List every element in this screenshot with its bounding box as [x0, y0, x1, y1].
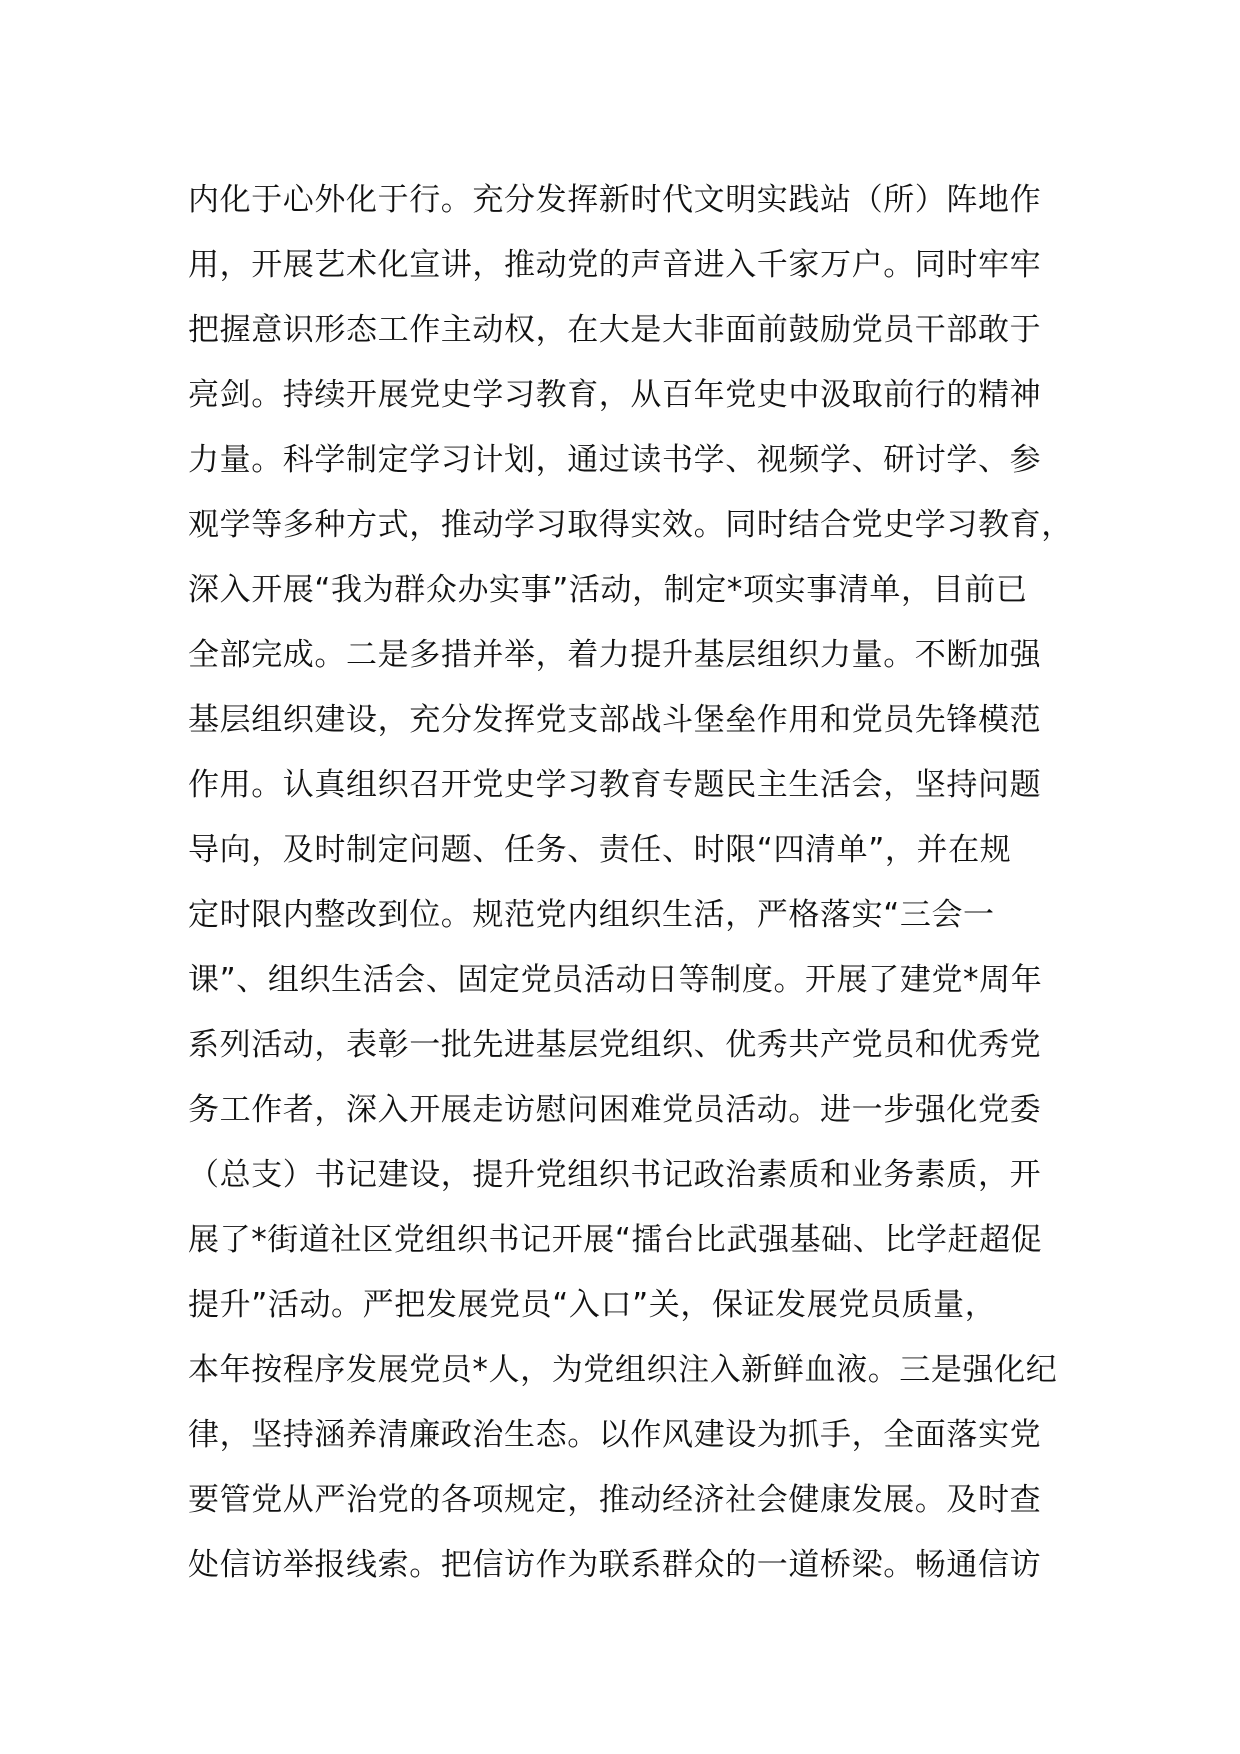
text-line: 定时限内整改到位。规范党内组织生活，严格落实“三会一 [188, 897, 995, 933]
text-line: 系列活动，表彰一批先进基层党组织、优秀共产党员和优秀党 [188, 1027, 1042, 1063]
text-line: 亮剑。持续开展党史学习教育，从百年党史中汲取前行的精神 [188, 377, 1042, 413]
text-line: 用，开展艺术化宣讲，推动党的声音进入千家万户。同时牢牢 [188, 247, 1042, 283]
text-line: 观学等多种方式，推动学习取得实效。同时结合党史学习教育， [188, 507, 1073, 543]
text-line: 本年按程序发展党员*人，为党组织注入新鲜血液。三是强化纪 [188, 1352, 1058, 1388]
text-line: 处信访举报线索。把信访作为联系群众的一道桥梁。畅通信访 [188, 1547, 1042, 1583]
text-line: （总支）书记建设，提升党组织书记政治素质和业务素质，开 [188, 1157, 1042, 1193]
text-line: 务工作者，深入开展走访慰问困难党员活动。进一步强化党委 [188, 1092, 1042, 1128]
text-line: 导向，及时制定问题、任务、责任、时限“四清单”，并在规 [188, 832, 1012, 868]
text-line: 展了*街道社区党组织书记开展“擂台比武强基础、比学赶超促 [188, 1222, 1043, 1258]
text-line: 课”、组织生活会、固定党员活动日等制度。开展了建党*周年 [188, 962, 1043, 998]
text-line: 力量。科学制定学习计划，通过读书学、视频学、研讨学、参 [188, 442, 1042, 478]
text-line: 律，坚持涵养清廉政治生态。以作风建设为抓手，全面落实党 [188, 1417, 1042, 1453]
text-line: 基层组织建设，充分发挥党支部战斗堡垒作用和党员先锋模范 [188, 702, 1042, 738]
text-line: 要管党从严治党的各项规定，推动经济社会健康发展。及时查 [188, 1482, 1042, 1518]
text-line: 全部完成。二是多措并举，着力提升基层组织力量。不断加强 [188, 637, 1042, 673]
text-line: 把握意识形态工作主动权，在大是大非面前鼓励党员干部敢于 [188, 312, 1042, 348]
text-line: 内化于心外化于行。充分发挥新时代文明实践站（所）阵地作 [188, 182, 1042, 218]
text-line: 提升”活动。严把发展党员“入口”关，保证发展党员质量， [188, 1287, 997, 1323]
body-text [188, 168, 1088, 1598]
text-line: 深入开展“我为群众办实事”活动，制定*项实事清单，目前已 [188, 572, 1028, 608]
text-line: 作用。认真组织召开党史学习教育专题民主生活会，坚持问题 [188, 767, 1042, 803]
